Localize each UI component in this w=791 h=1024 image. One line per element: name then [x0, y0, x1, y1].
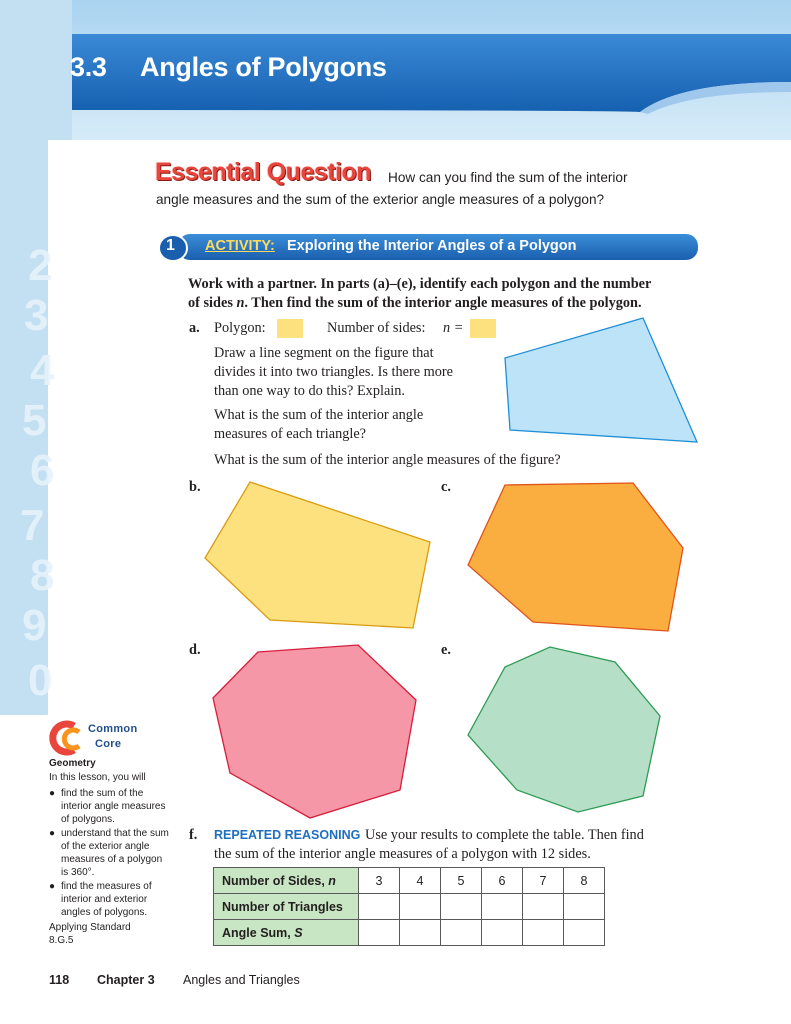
- table-cell-empty[interactable]: [523, 920, 564, 946]
- part-f-label: f.: [189, 827, 198, 843]
- cc-b3-l2: interior and exterior: [61, 894, 148, 905]
- instructions-var-n: n: [236, 295, 245, 311]
- cc-b1-l1: find the sum of the: [61, 788, 144, 799]
- activity-title: Exploring the Interior Angles of a Polygon: [287, 238, 577, 254]
- table-cell-sides: 4: [400, 868, 441, 894]
- table-cell-sides: 7: [523, 868, 564, 894]
- essential-question-title: Essential Question: [155, 158, 372, 186]
- cc-b1-l2: interior angle measures: [61, 801, 166, 812]
- common-core-title2: Core: [95, 738, 122, 750]
- activity-number: 1: [166, 237, 175, 254]
- footer-chapter-title: Angles and Triangles: [183, 973, 300, 987]
- cc-bullet-icon: ●: [49, 788, 56, 799]
- part-d-label: d.: [189, 642, 201, 658]
- cc-b2-l2: of the exterior angle: [61, 841, 150, 852]
- part-a-label: a.: [189, 320, 200, 336]
- table-cell-sides: 6: [482, 868, 523, 894]
- cc-b3-l1: find the measures of: [61, 881, 152, 892]
- cc-b2-l4: is 360°.: [61, 867, 95, 878]
- page-title: Angles of Polygons: [140, 52, 387, 82]
- cc-subject: Geometry: [49, 758, 96, 769]
- sides-var: n =: [443, 320, 464, 336]
- part-f-line1: Use your results to complete the table. Then find: [365, 827, 644, 843]
- cc-bullet-icon: ●: [49, 828, 56, 839]
- cc-b1-l3: of polygons.: [61, 814, 115, 825]
- table-cell-empty[interactable]: [482, 920, 523, 946]
- sides-table: [213, 867, 605, 946]
- table-cell-empty[interactable]: [441, 920, 482, 946]
- cc-bullet-icon: ●: [49, 881, 56, 892]
- q1-line2: measures of each triangle?: [214, 426, 367, 442]
- cc-b2-l1: understand that the sum: [61, 828, 169, 839]
- part-b-label: b.: [189, 479, 201, 495]
- table-cell-empty[interactable]: [523, 894, 564, 920]
- activity-label: ACTIVITY:: [205, 238, 275, 254]
- svg-text:6: 6: [30, 446, 55, 495]
- instructions-line1: Work with a partner. In parts (a)–(e), identify each polygon and the number: [188, 276, 652, 292]
- cc-b2-l3: measures of a polygon: [61, 854, 163, 865]
- table-row-triangles: [214, 894, 605, 920]
- polygon-c-hexagon[interactable]: [468, 483, 683, 631]
- cc-b3-l3: angles of polygons.: [61, 907, 148, 918]
- table-header-text: Angle Sum,: [222, 925, 295, 940]
- polygon-b-pentagon[interactable]: [205, 482, 430, 628]
- table-cell-empty[interactable]: [441, 894, 482, 920]
- repeated-reasoning-tag: REPEATED REASONING: [214, 828, 361, 842]
- common-core-logo-icon: [46, 718, 88, 760]
- part-e-label: e.: [441, 642, 451, 658]
- part-f-line2: the sum of the interior angle measures of a polygon with 12 sides.: [214, 846, 591, 862]
- table-header-text: Number of Sides,: [222, 873, 329, 888]
- table-header-triangles: Number of Triangles: [214, 894, 359, 920]
- svg-text:2: 2: [28, 241, 53, 290]
- draw-line3: than one way to do this? Explain.: [214, 383, 405, 399]
- section-number: 3.3: [70, 52, 107, 82]
- table-row-sides: [214, 868, 605, 894]
- instructions-text-b: . Then find the sum of the interior angle measures of the polygon.: [244, 295, 642, 311]
- draw-line1: Draw a line segment on the figure that: [214, 345, 434, 361]
- table-cell-sides: 3: [359, 868, 400, 894]
- svg-text:4: 4: [30, 346, 55, 395]
- svg-text:7: 7: [20, 501, 45, 550]
- page-number: 118: [49, 973, 70, 987]
- table-cell-empty[interactable]: [359, 920, 400, 946]
- table-cell-empty[interactable]: [400, 894, 441, 920]
- cc-intro: In this lesson, you will: [49, 772, 146, 783]
- cc-standard-code: 8.G.5: [49, 935, 74, 946]
- svg-text:5: 5: [22, 396, 47, 445]
- table-cell-sides: 8: [564, 868, 605, 894]
- table-header-angle-sum: [214, 920, 359, 946]
- q2-text: What is the sum of the interior angle measures of the figure?: [214, 452, 561, 468]
- table-cell-empty[interactable]: [400, 920, 441, 946]
- part-c-label: c.: [441, 479, 451, 495]
- table-cell-empty[interactable]: [359, 894, 400, 920]
- common-core-title1: Common: [88, 723, 138, 735]
- table-header-variable: n: [328, 873, 336, 888]
- polygon-a-quadrilateral[interactable]: [505, 318, 697, 442]
- polygon-d-heptagon[interactable]: [213, 645, 416, 818]
- table-cell-empty[interactable]: [564, 920, 605, 946]
- table-header-variable: S: [294, 925, 303, 940]
- table-row-angle-sum: [214, 920, 605, 946]
- cc-standard-label: Applying Standard: [49, 922, 131, 933]
- table-cell-empty[interactable]: [482, 894, 523, 920]
- footer-chapter: Chapter 3: [97, 973, 155, 987]
- instructions-text-a: of sides: [188, 295, 237, 311]
- polygon-e-octagon[interactable]: [468, 647, 660, 812]
- table-cell-empty[interactable]: [564, 894, 605, 920]
- svg-text:0: 0: [28, 656, 53, 700]
- svg-text:3: 3: [24, 291, 49, 340]
- q1-line1: What is the sum of the interior angle: [214, 407, 424, 423]
- essential-question-text-2: angle measures and the sum of the exterior angle measures of a polygon?: [156, 192, 605, 207]
- essential-question-text-1: How can you find the sum of the interior: [388, 170, 628, 185]
- sides-label: Number of sides:: [327, 320, 426, 336]
- polygon-label: Polygon:: [214, 320, 266, 336]
- table-header-sides: [214, 868, 359, 894]
- draw-line2: divides it into two triangles. Is there more: [214, 364, 454, 380]
- svg-text:9: 9: [22, 601, 47, 650]
- table-cell-sides: 5: [441, 868, 482, 894]
- svg-text:8: 8: [30, 551, 55, 600]
